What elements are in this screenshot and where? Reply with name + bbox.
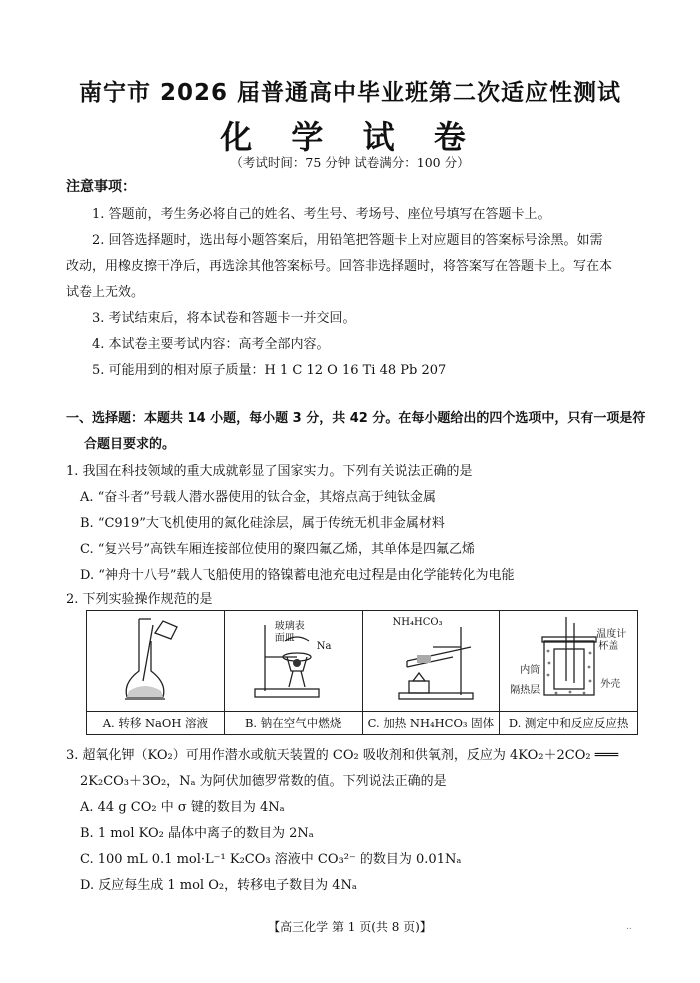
notice-line: 3. 考试结束后，将本试卷和答题卡一并交回。 xyxy=(92,311,356,326)
label-shell: 外壳 xyxy=(600,679,621,690)
label-dish: 面皿 xyxy=(274,633,295,644)
label-insulation: 隔热层 xyxy=(510,685,541,696)
q1-option-b: B. “C919”大飞机使用的氮化硅涂层，属于传统无机非金属材料 xyxy=(80,516,445,531)
experiment-figure-table xyxy=(86,610,638,735)
exam-title: 南宁市 2026 届普通高中毕业班第二次适应性测试 xyxy=(78,80,622,106)
question-3-line1: 3. 超氧化钾（KO₂）可用作潜水或航天装置的 CO₂ 吸收剂和供氧剂，反应为 4KO₂＋2CO₂ ═══ xyxy=(66,748,619,763)
notice-line: 1. 答题前，考生务必将自己的姓名、考生号、考场号、座位号填写在答题卡上。 xyxy=(92,207,551,222)
caption-b: B. 钠在空气中燃烧 xyxy=(225,711,362,734)
label-na: Na xyxy=(316,641,332,652)
q3-option-d: D. 反应每生成 1 mol O₂，转移电子数目为 4Nₐ xyxy=(80,878,357,893)
experiment-a xyxy=(87,611,225,734)
exam-info: （考试时间：75 分钟 试卷满分：100 分） xyxy=(230,155,470,170)
q1-option-d: D. “神舟十八号”载人飞船使用的铬镍蓄电池充电过程是由化学能转化为电能 xyxy=(80,568,515,583)
q1-option-a: A. “奋斗者”号载人潜水器使用的钛合金，其熔点高于纯钛金属 xyxy=(80,490,436,505)
q3-option-a: A. 44 g CO₂ 中 σ 键的数目为 4Nₐ xyxy=(80,800,285,815)
experiment-c xyxy=(363,611,501,734)
q3-option-c: C. 100 mL 0.1 mol·L⁻¹ K₂CO₃ 溶液中 CO₃²⁻ 的数目为 0.01Nₐ xyxy=(80,852,462,867)
section-heading: 一、选择题：本题共 14 小题，每小题 3 分，共 42 分。在每小题给出的四个选项中，只有一项是符 xyxy=(66,411,646,426)
caption-c: C. 加热 NH₄HCO₃ 固体 xyxy=(363,711,500,734)
question-3-line2: 2K₂CO₃＋3O₂，Nₐ 为阿伏加德罗常数的值。下列说法正确的是 xyxy=(80,774,447,789)
page-footer: 【高三化学 第 1 页(共 8 页)】 xyxy=(268,920,432,934)
notice-line: 4. 本试卷主要考试内容：高考全部内容。 xyxy=(92,337,330,352)
corner-mark: .. xyxy=(626,922,632,932)
notice-line: 2. 回答选择题时，选出每小题答案后，用铅笔把答题卡上对应题目的答案标号涂黑。如需 xyxy=(92,233,603,248)
notice-line: 试卷上无效。 xyxy=(66,285,145,300)
caption-d: D. 测定中和反应反应热 xyxy=(500,711,637,734)
notice-line: 改动，用橡皮擦干净后，再选涂其他答案标号。回答非选择题时，将答案写在答题卡上。写在本 xyxy=(66,259,613,274)
question-1-stem: 1. 我国在科技领域的重大成就彰显了国家实力。下列有关说法正确的是 xyxy=(66,464,473,479)
subject-title: 化 学 试 卷 xyxy=(220,118,480,156)
label-thermometer: 温度计 xyxy=(596,629,627,640)
notice-line: 5. 可能用到的相对原子质量：H 1 C 12 O 16 Ti 48 Pb 207 xyxy=(92,363,447,378)
q3-option-b: B. 1 mol KO₂ 晶体中离子的数目为 2Nₐ xyxy=(80,826,314,841)
q1-option-c: C. “复兴号”高铁车厢连接部位使用的聚四氟乙烯，其单体是四氟乙烯 xyxy=(80,542,476,557)
section-heading-cont: 合题目要求的。 xyxy=(84,437,176,452)
caption-a: A. 转移 NaOH 溶液 xyxy=(87,711,224,734)
label-inner-cup: 内筒 xyxy=(520,665,541,676)
question-2-stem: 2. 下列实验操作规范的是 xyxy=(66,592,213,607)
notice-heading: 注意事项： xyxy=(66,179,136,195)
label-nh4hco3: NH₄HCO₃ xyxy=(392,617,443,628)
experiment-d xyxy=(500,611,637,734)
label-watch-glass: 玻璃表 xyxy=(274,621,305,632)
label-lid: 杯盖 xyxy=(598,641,619,652)
volumetric-flask-transfer-illustration xyxy=(87,611,224,711)
experiment-b xyxy=(225,611,363,734)
